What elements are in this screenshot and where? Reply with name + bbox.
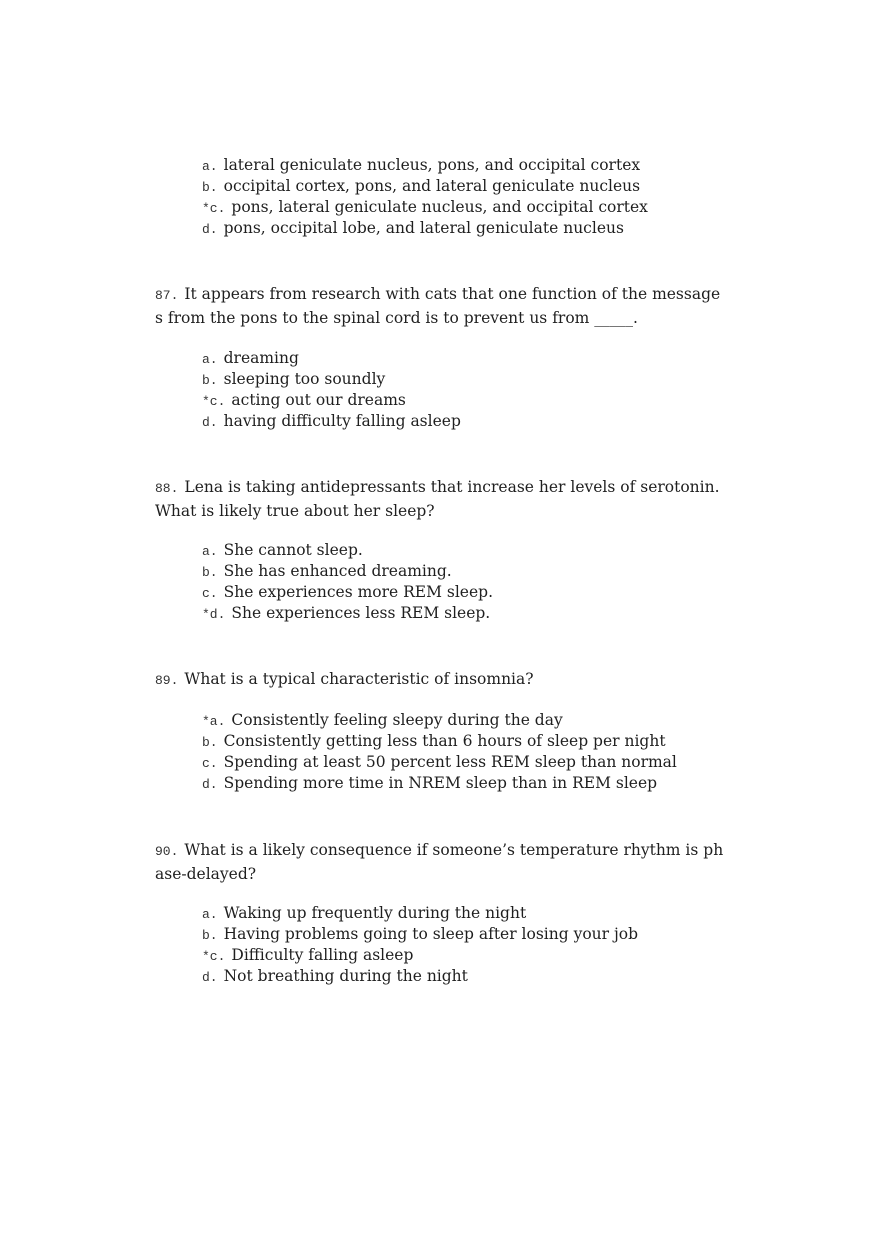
option-89-b <box>0 731 880 752</box>
option-text: Spending more time in NREM sleep than in REM sleep <box>223 774 658 792</box>
option-87-c <box>0 390 880 411</box>
option-marker: a. <box>202 159 218 174</box>
option-text: pons, lateral geniculate nucleus, and occipital cortex <box>231 198 648 216</box>
question-86-options <box>0 155 880 239</box>
option-text: She experiences more REM sleep. <box>223 583 494 601</box>
option-89-d <box>0 773 880 794</box>
option-88-a <box>0 540 880 561</box>
option-text: She experiences less REM sleep. <box>231 604 491 622</box>
question-88-options <box>0 540 880 624</box>
question-text: What is a likely consequence if someone’s temperature rhythm is phase-delayed? <box>155 841 724 883</box>
option-marker: *c. <box>202 201 226 216</box>
option-87-a <box>0 348 880 369</box>
option-86-d <box>0 218 880 239</box>
question-text: What is a typical characteristic of insomnia? <box>184 670 534 688</box>
option-marker: d. <box>202 222 218 237</box>
option-text: Waking up frequently during the night <box>223 904 527 922</box>
option-90-b <box>0 924 880 945</box>
option-text: acting out our dreams <box>231 391 406 409</box>
option-88-d <box>0 603 880 624</box>
option-88-b <box>0 561 880 582</box>
question-89-stem <box>155 668 725 692</box>
question-number: 89. <box>155 673 179 688</box>
option-text: occipital cortex, pons, and lateral geniculate nucleus <box>223 177 641 195</box>
option-text: pons, occipital lobe, and lateral geniculate nucleus <box>223 219 624 237</box>
option-text: lateral geniculate nucleus, pons, and occipital cortex <box>223 156 641 174</box>
option-text: Spending at least 50 percent less REM sleep than normal <box>223 753 677 771</box>
option-86-c <box>0 197 880 218</box>
option-86-a <box>0 155 880 176</box>
option-marker: d. <box>202 970 218 985</box>
option-90-a <box>0 903 880 924</box>
option-marker: *c. <box>202 394 226 409</box>
option-90-d <box>0 966 880 987</box>
option-marker: b. <box>202 565 218 580</box>
option-text: Not breathing during the night <box>223 967 468 985</box>
question-90-stem <box>155 839 725 885</box>
question-88-stem <box>155 476 725 522</box>
option-89-c <box>0 752 880 773</box>
option-marker: a. <box>202 907 218 922</box>
option-marker: b. <box>202 180 218 195</box>
option-text: Consistently feeling sleepy during the day <box>231 711 563 729</box>
option-90-c <box>0 945 880 966</box>
option-marker: a. <box>202 352 218 367</box>
option-marker: *d. <box>202 607 226 622</box>
option-marker: c. <box>202 586 218 601</box>
option-text: Having problems going to sleep after losing your job <box>223 925 639 943</box>
question-87-options <box>0 348 880 432</box>
question-number: 87. <box>155 288 179 303</box>
question-number: 88. <box>155 481 179 496</box>
option-marker: *c. <box>202 949 226 964</box>
option-marker: b. <box>202 373 218 388</box>
question-text: Lena is taking antidepressants that increase her levels of serotonin. What is likely true about her sleep? <box>155 478 720 520</box>
option-marker: b. <box>202 928 218 943</box>
question-87-stem <box>155 283 725 329</box>
option-87-b <box>0 369 880 390</box>
option-text: Consistently getting less than 6 hours of sleep per night <box>223 732 666 750</box>
option-text: Difficulty falling asleep <box>231 946 414 964</box>
option-text: having difficulty falling asleep <box>223 412 461 430</box>
question-number: 90. <box>155 844 179 859</box>
option-86-b <box>0 176 880 197</box>
option-88-c <box>0 582 880 603</box>
option-marker: a. <box>202 544 218 559</box>
question-text: It appears from research with cats that one function of the messages from the pons to the spinal cord is to prevent us from _____. <box>155 285 721 327</box>
option-marker: d. <box>202 777 218 792</box>
option-marker: *a. <box>202 714 226 729</box>
option-87-d <box>0 411 880 432</box>
option-marker: b. <box>202 735 218 750</box>
option-marker: c. <box>202 756 218 771</box>
option-text: sleeping too soundly <box>223 370 386 388</box>
question-90-options <box>0 903 880 987</box>
option-text: She cannot sleep. <box>223 541 363 559</box>
question-89-options <box>0 710 880 794</box>
option-89-a <box>0 710 880 731</box>
option-marker: d. <box>202 415 218 430</box>
option-text: dreaming <box>223 349 299 367</box>
option-text: She has enhanced dreaming. <box>223 562 452 580</box>
